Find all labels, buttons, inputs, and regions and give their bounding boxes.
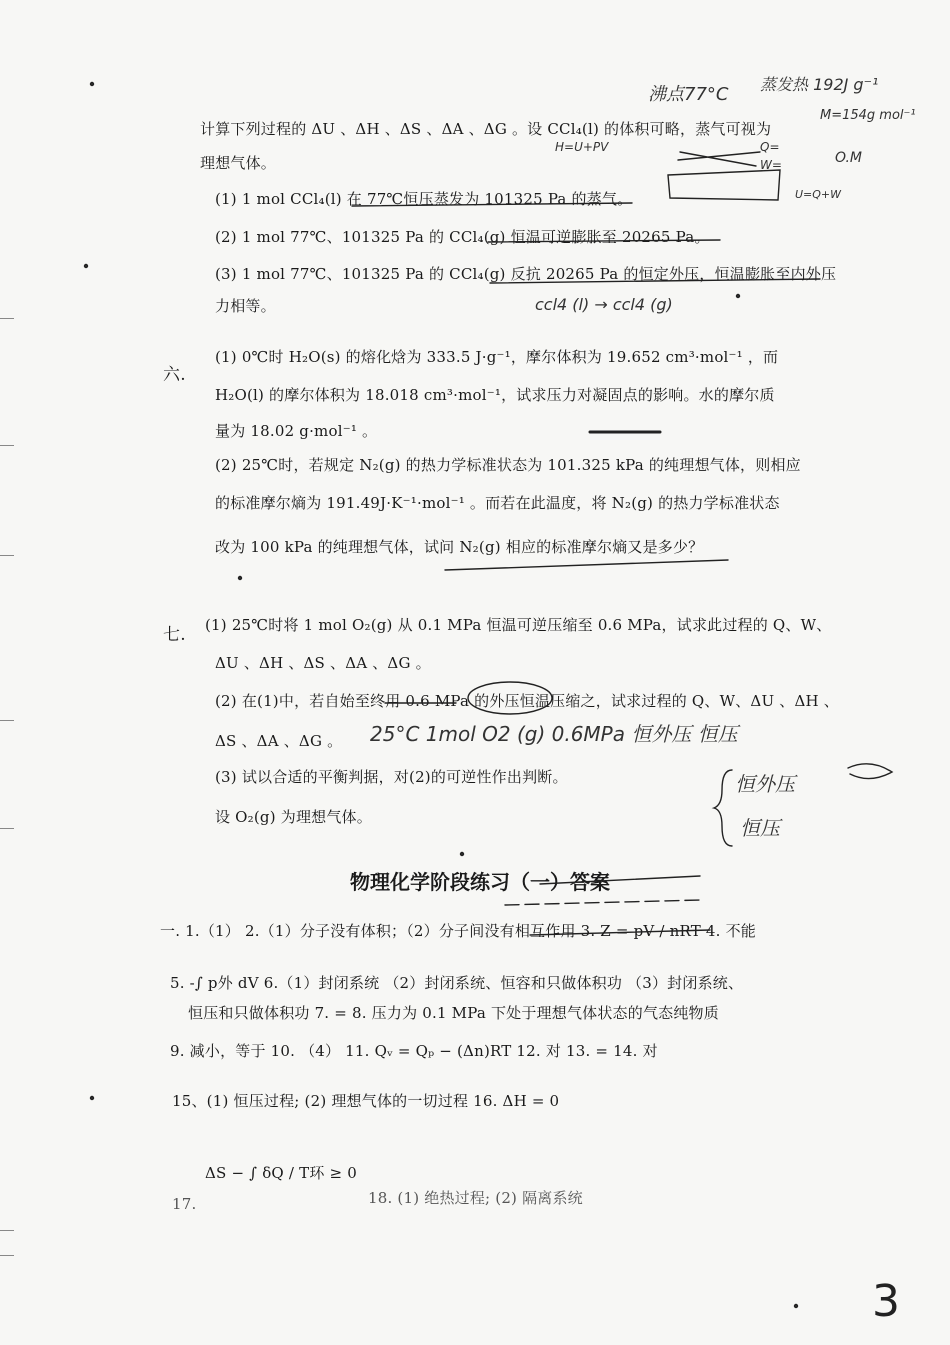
margin-mark bbox=[0, 445, 14, 446]
handwritten-note: M=154g mol⁻¹ bbox=[820, 108, 916, 123]
problem-text: (1) 0℃时 H₂O(s) 的熔化焓为 333.5 J·g⁻¹，摩尔体积为 19.652 cm³·mol⁻¹ ，而 bbox=[215, 348, 779, 366]
margin-mark bbox=[0, 1230, 14, 1231]
answer-line: 18. (1) 绝热过程; (2) 隔离系统 bbox=[368, 1189, 583, 1207]
handwritten-note: 恒压 bbox=[740, 816, 780, 840]
margin-mark bbox=[0, 1255, 14, 1256]
answer-line: 一. 1.（1） 2.（1）分子没有体积；（2）分子间没有相互作用 3. Z = pV / nRT 4. 不能 bbox=[160, 922, 757, 940]
handwritten-note: H=U+PV bbox=[555, 140, 609, 154]
margin-mark bbox=[0, 318, 14, 319]
handwritten-note: W= bbox=[760, 158, 782, 172]
scribble-mark bbox=[505, 900, 700, 905]
strike-mark bbox=[678, 152, 760, 166]
answer-formula: ΔS − ∫ δQ / T环 ≥ 0 bbox=[205, 1164, 357, 1182]
handwritten-note: 沸点77°C bbox=[648, 84, 729, 105]
handwritten-note: 恒外压 bbox=[735, 772, 795, 796]
problem-text: 的标准摩尔熵为 191.49J·K⁻¹·mol⁻¹ 。而若在此温度，将 N₂(g) 的热力学标准状态 bbox=[215, 494, 780, 512]
problem-text: 理想气体。 bbox=[200, 154, 277, 172]
margin-mark bbox=[0, 720, 14, 721]
scribble-mark bbox=[848, 764, 892, 779]
margin-mark bbox=[0, 555, 14, 556]
handwritten-note: 25°C 1mol O2 (g) 0.6MPa 恒外压 恒压 bbox=[370, 722, 738, 746]
problem-item: (1) 1 mol CCl₄(l) 在 77℃恒压蒸发为 101325 Pa 的蒸气。 bbox=[215, 190, 633, 208]
problem-item: 力相等。 bbox=[215, 297, 276, 315]
problem-text: 设 O₂(g) 为理想气体。 bbox=[215, 808, 372, 826]
problem-text: 量为 18.02 g·mol⁻¹ 。 bbox=[215, 422, 378, 440]
problem-text: 计算下列过程的 ΔU 、ΔH 、ΔS 、ΔA 、ΔG 。设 CCl₄(l) 的体积可略，蒸气可视为 bbox=[200, 120, 772, 138]
page-number: 3 bbox=[872, 1276, 900, 1327]
problem-text: (1) 25℃时将 1 mol O₂(g) 从 0.1 MPa 恒温可逆压缩至 0.6 MPa，试求此过程的 Q、W、 bbox=[205, 616, 832, 634]
problem-text: ΔS 、ΔA 、ΔG 。 bbox=[215, 732, 343, 750]
problem-text: ΔU 、ΔH 、ΔS 、ΔA 、ΔG 。 bbox=[215, 654, 431, 672]
handwritten-note: ccl4 (l) → ccl4 (g) bbox=[535, 295, 673, 314]
answer-line: 5. -∫ p外 dV 6.（1）封闭系统 （2）封闭系统、恒容和只做体积功 （3）封闭系统、 bbox=[170, 974, 744, 992]
handwritten-note: 蒸发热 192J g⁻¹ bbox=[760, 75, 879, 94]
problem-text: H₂O(l) 的摩尔体积为 18.018 cm³·mol⁻¹，试求压力对凝固点的影响。水的摩尔质 bbox=[215, 386, 775, 404]
brace-mark bbox=[714, 770, 732, 846]
answers-title: 物理化学阶段练习（一）答案 bbox=[350, 870, 610, 894]
problem-text: (2) 25℃时，若规定 N₂(g) 的热力学标准状态为 101.325 kPa 的纯理想气体，则相应 bbox=[215, 456, 801, 474]
problem-text: (2) 在(1)中，若自始至终用 0.6 MPa 的外压恒温压缩之，试求过程的 Q、W、ΔU 、ΔH 、 bbox=[215, 692, 839, 710]
problem-item: (2) 1 mol 77℃、101325 Pa 的 CCl₄(g) 恒温可逆膨胀至 20265 Pa。 bbox=[215, 228, 710, 246]
handwritten-note: Q= bbox=[760, 140, 780, 154]
problem-label: 七. bbox=[163, 625, 186, 645]
answer-line: 恒压和只做体积功 7. = 8. 压力为 0.1 MPa 下处于理想气体状态的气态纯物质 bbox=[188, 1004, 719, 1022]
problem-text: (3) 试以合适的平衡判据，对(2)的可逆性作出判断。 bbox=[215, 768, 568, 786]
box-mark bbox=[668, 170, 780, 200]
problem-text: 改为 100 kPa 的纯理想气体，试问 N₂(g) 相应的标准摩尔熵又是多少？ bbox=[215, 538, 704, 556]
margin-mark bbox=[0, 828, 14, 829]
handwritten-note: U=Q+W bbox=[795, 188, 842, 201]
answer-line: 9. 减小，等于 10. （4） 11. Qᵥ = Qₚ − (Δn)RT 12. 对 13. = 14. 对 bbox=[170, 1042, 658, 1060]
answer-line: 17. bbox=[172, 1195, 197, 1213]
underline-mark bbox=[445, 560, 728, 570]
handwritten-note: O.M bbox=[835, 150, 862, 166]
answer-line: 15、(1) 恒压过程; (2) 理想气体的一切过程 16. ΔH = 0 bbox=[172, 1092, 560, 1110]
problem-item: (3) 1 mol 77℃、101325 Pa 的 CCl₄(g) 反抗 20265 Pa 的恒定外压，恒温膨胀至内外压 bbox=[215, 265, 837, 283]
problem-label: 六. bbox=[163, 365, 186, 385]
